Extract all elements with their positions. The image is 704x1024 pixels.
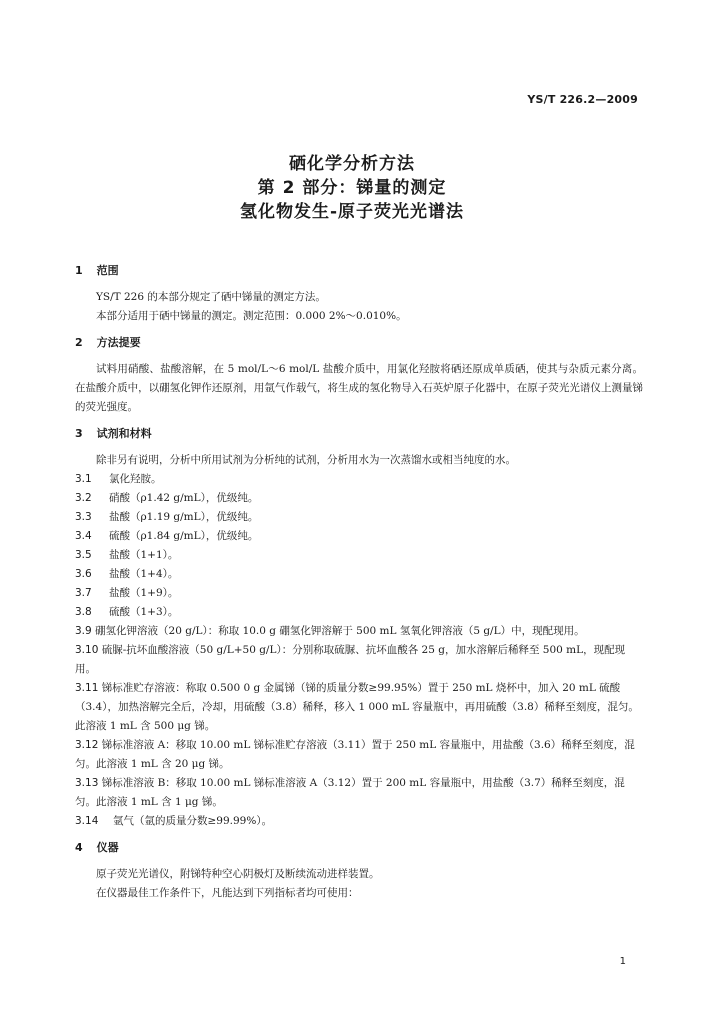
item-text: 氩气（氩的质量分数≥99.99%）。 [113, 815, 273, 827]
item-number: 3.2 [75, 492, 92, 504]
item-text: 硼氢化钾溶液（20 g/L）：称取 10.0 g 硼氢化钾溶解于 500 mL 氢氧化钾溶液（5 g/L）中，现配现用。 [95, 625, 585, 637]
item-number: 3.3 [75, 511, 92, 523]
item-text: 锑标准溶液 A：移取 10.00 mL 锑标准贮存溶液（3.11）置于 250 mL 容量瓶中，用盐酸（3.6）稀释至刻度，混匀。此溶液 1 mL 含 20 μg 锑。 [75, 739, 635, 770]
list-item [75, 603, 643, 622]
list-item [75, 565, 643, 584]
item-text: 硝酸（ρ1.42 g/mL），优级纯。 [109, 492, 259, 504]
list-item [75, 622, 643, 641]
item-number: 3.6 [75, 568, 92, 580]
section-title: 范围 [96, 264, 119, 277]
list-item [75, 470, 643, 489]
paragraph: 原子荧光光谱仪，附锑特种空心阴极灯及断续流动进样装置。 [96, 868, 380, 880]
document-body [75, 262, 643, 903]
item-text: 盐酸（ρ1.19 g/mL），优级纯。 [109, 511, 259, 523]
paragraph: 除非另有说明，分析中所用试剂为分析纯的试剂，分析用水为一次蒸馏水或相当纯度的水。 [96, 454, 516, 466]
item-text: 盐酸（1+4）。 [109, 568, 179, 580]
item-text: 硫酸（ρ1.84 g/mL），优级纯。 [109, 530, 259, 542]
title-line-2: 第 2 部分：锑量的测定 [257, 178, 447, 198]
item-text: 氯化羟胺。 [109, 473, 162, 485]
section-2-heading [75, 334, 643, 352]
list-item [75, 546, 643, 565]
paragraph: 试料用硝酸、盐酸溶解，在 5 mol/L～6 mol/L 盐酸介质中，用氯化羟胺将硒还原成单质硒，使其与杂质元素分离。在盐酸介质中，以硼氢化钾作还原剂，用氩气作载气，将生成的氢化物导入石英炉原子化器中，在原子荧光光谱仪上测量锑的荧光强度。 [75, 363, 643, 413]
item-text: 硫脲-抗坏血酸溶液（50 g/L+50 g/L）：分别称取硫脲、抗坏血酸各 25 g，加水溶解后稀释至 500 mL，现配现用。 [75, 644, 626, 675]
item-number: 3.8 [75, 606, 92, 618]
page-number: 1 [619, 956, 626, 967]
list-item [75, 812, 643, 831]
document-title [0, 152, 704, 224]
item-number: 3.1 [75, 473, 92, 485]
item-number: 3.9 [75, 625, 92, 637]
section-number: 2 [75, 336, 83, 349]
item-number: 3.10 [75, 644, 99, 656]
list-item [75, 641, 643, 679]
item-text: 盐酸（1+9）。 [109, 587, 179, 599]
list-item [75, 489, 643, 508]
item-text: 锑标准贮存溶液：称取 0.500 0 g 金属锑（锑的质量分数≥99.95%）置于 250 mL 烧杯中，加入 20 mL 硫酸（3.4），加热溶解完全后，冷却，用硫酸（3.8）稀释，移入 1 000 mL 容量瓶中，再用硫酸（3.8）稀释至刻度，混匀。此溶液 1 mL 含 500 μg 锑。 [75, 682, 639, 732]
section-number: 1 [75, 264, 83, 277]
item-text: 硫酸（1+3）。 [109, 606, 179, 618]
paragraph: 在仪器最佳工作条件下，凡能达到下列指标者均可使用： [96, 887, 359, 899]
item-number: 3.7 [75, 587, 92, 599]
paragraph: YS/T 226 的本部分规定了硒中锑量的测定方法。 [96, 291, 326, 303]
item-number: 3.14 [75, 815, 99, 827]
list-item [75, 774, 643, 812]
item-text: 盐酸（1+1）。 [109, 549, 179, 561]
paragraph: 本部分适用于硒中锑量的测定。测定范围：0.000 2%～0.010%。 [96, 310, 407, 322]
title-line-1: 硒化学分析方法 [289, 154, 415, 174]
title-line-3: 氢化物发生-原子荧光光谱法 [239, 202, 465, 222]
list-item [75, 736, 643, 774]
section-4-heading [75, 839, 643, 857]
list-item [75, 679, 643, 736]
item-number: 3.4 [75, 530, 92, 542]
item-text: 锑标准溶液 B：移取 10.00 mL 锑标准溶液 A（3.12）置于 200 mL 容量瓶中，用盐酸（3.7）稀释至刻度，混匀。此溶液 1 mL 含 1 μg 锑。 [75, 777, 625, 808]
standard-code: YS/T 226.2—2009 [527, 93, 638, 106]
item-number: 3.13 [75, 777, 99, 789]
section-3-heading [75, 425, 643, 443]
section-1-heading [75, 262, 643, 280]
list-item [75, 584, 643, 603]
section-title: 试剂和材料 [96, 427, 152, 440]
section-number: 3 [75, 427, 83, 440]
item-number: 3.5 [75, 549, 92, 561]
section-number: 4 [75, 841, 83, 854]
item-number: 3.12 [75, 739, 99, 751]
list-item [75, 508, 643, 527]
list-item [75, 527, 643, 546]
section-title: 仪器 [96, 841, 119, 854]
item-number: 3.11 [75, 682, 99, 694]
section-title: 方法提要 [96, 336, 141, 349]
